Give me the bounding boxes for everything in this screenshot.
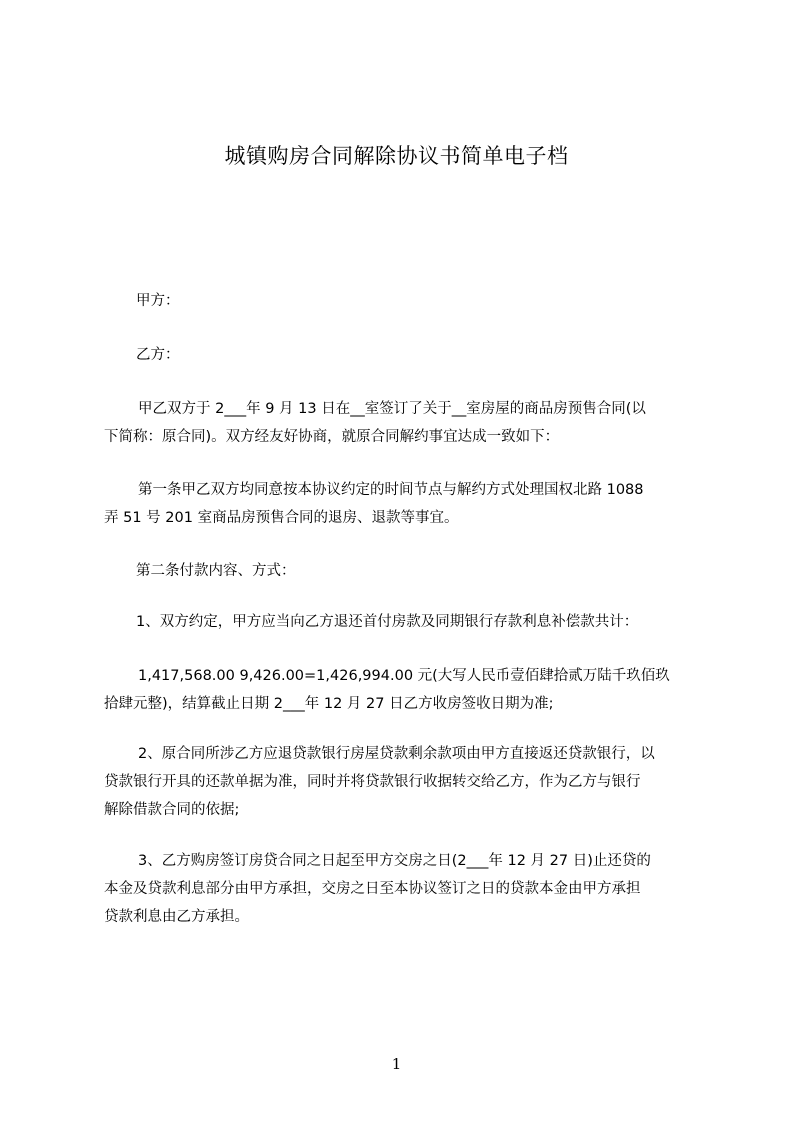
article-2-heading: 第二条付款内容、方式： — [136, 563, 296, 579]
item-3-line-1: 3、乙方购房签订房贷合同之日起至甲方交房之日(2___年 12 月 27 日)止还贷的 — [138, 853, 651, 869]
article-1-line-1: 第一条甲乙双方均同意按本协议约定的时间节点与解约方式处理国权北路 1088 — [138, 482, 644, 498]
item-1-paragraph: 1、双方约定，甲方应当向乙方退还首付房款及同期银行存款利息补偿款共计： — [136, 614, 639, 630]
item-2-line-1: 2、原合同所涉乙方应退贷款银行房屋贷款剩余款项由甲方直接返还贷款银行，以 — [138, 746, 655, 762]
amount-paragraph — [104, 662, 710, 718]
party-a-label: 甲方： — [136, 293, 180, 309]
amount-line-2: 拾肆元整)，结算截止日期 2___年 12 月 27 日乙方收房签收日期为准; — [104, 696, 554, 712]
article-1-line-2: 弄 51 号 201 室商品房预售合同的退房、退款等事宜。 — [104, 510, 459, 526]
page-number: 1 — [391, 1055, 402, 1073]
item-2-line-3: 解除借款合同的依据; — [104, 802, 240, 818]
item-2-paragraph — [104, 740, 710, 824]
intro-paragraph — [104, 395, 710, 451]
intro-line-1: 甲乙双方于 2___年 9 月 13 日在__室签订了关于__室房屋的商品房预售合同(以 — [138, 401, 646, 417]
item-3-line-2: 本金及贷款利息部分由甲方承担，交房之日至本协议签订之日的贷款本金由甲方承担 — [104, 881, 641, 897]
intro-line-2: 下简称：原合同)。双方经友好协商，就原合同解约事宜达成一致如下： — [104, 429, 560, 445]
item-2-line-2: 贷款银行开具的还款单据为准，同时并将贷款银行收据转交给乙方，作为乙方与银行 — [104, 774, 641, 790]
item-3-line-3: 贷款利息由乙方承担。 — [104, 909, 249, 925]
item-3-paragraph — [104, 847, 710, 931]
article-1-paragraph — [104, 476, 710, 532]
party-b-label: 乙方： — [136, 347, 180, 363]
amount-line-1: 1,417,568.00 9,426.00=1,426,994.00 元(大写人民币壹佰肆拾贰万陆千玖佰玖 — [138, 668, 670, 684]
document-title: 城镇购房合同解除协议书简单电子档 — [224, 144, 569, 168]
